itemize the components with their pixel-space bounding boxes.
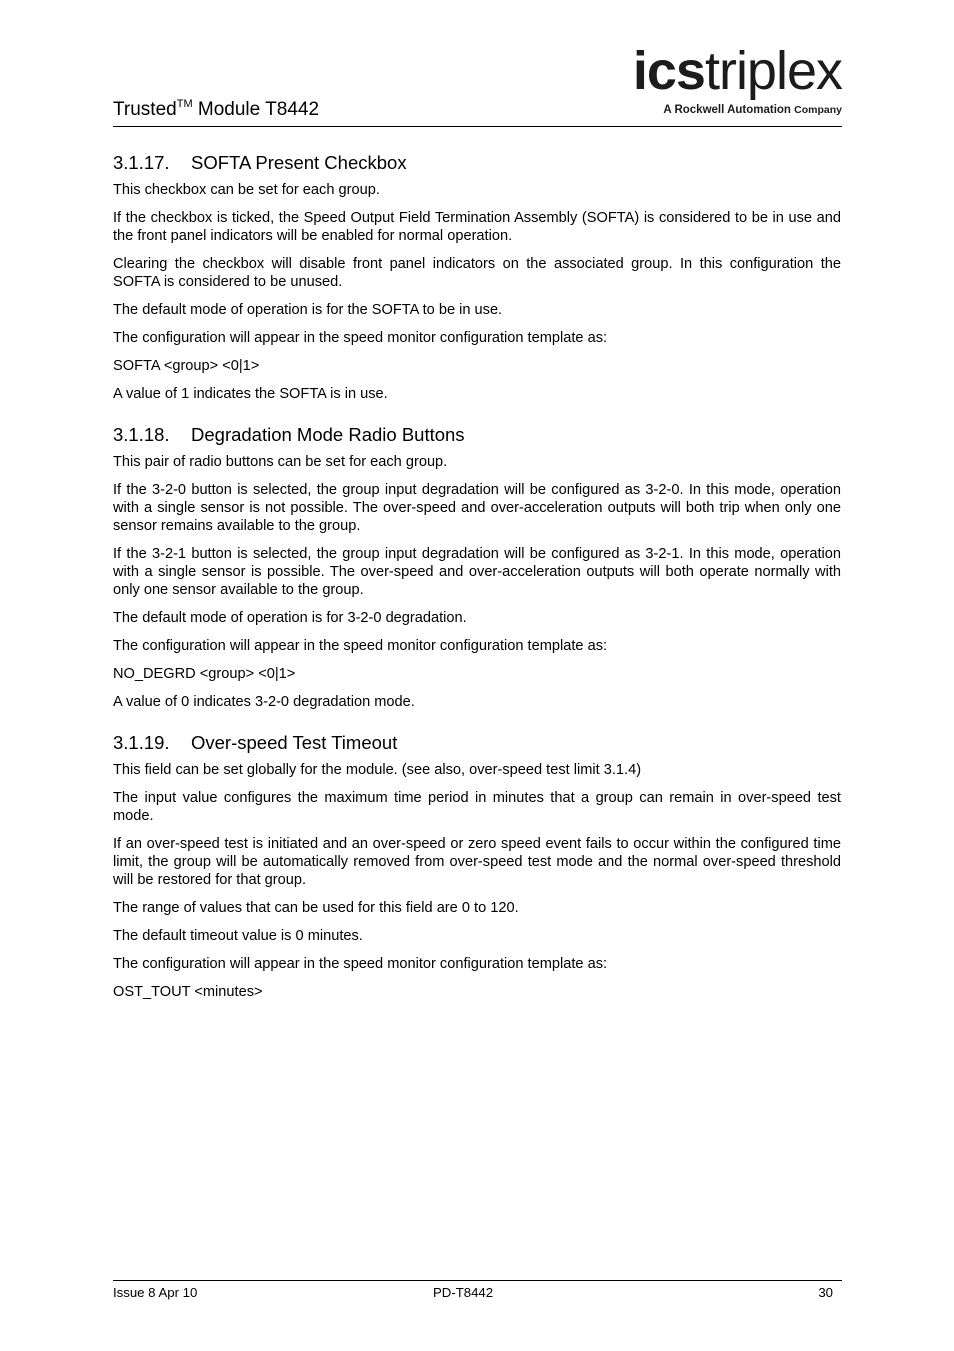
body-paragraph: This pair of radio buttons can be set for each group. (113, 454, 448, 470)
issue-date: Issue 8 Apr 10 (113, 1285, 198, 1300)
body-paragraph: If an over-speed test is initiated and an over-speed or zero speed event fails to occur within the configured time limit, the group will be automatically removed from over-speed test mode and the normal over-speed threshold will be restored for that group. (113, 836, 841, 888)
body-paragraph: This field can be set globally for the module. (see also, over-speed test limit 3.1.4) (113, 762, 642, 778)
section-title: SOFTA Present Checkbox (191, 152, 407, 173)
title-prefix: Trusted (113, 99, 177, 120)
logo-word-ics: ics (632, 41, 705, 101)
body-paragraph: The default timeout value is 0 minutes. (113, 928, 363, 944)
body-paragraph: The input value configures the maximum time period in minutes that a group can remain in over-speed test mode. (113, 790, 841, 824)
body-paragraph: If the 3-2-1 button is selected, the group input degradation will be configured as 3-2-1. In this mode, operation with a single sensor is possible. The over-speed and over-acceleration outputs will both operate normally with only one sensor available to the group. (113, 546, 841, 598)
logo-tagline (663, 104, 842, 116)
body-paragraph: NO_DEGRD <group> <0|1> (113, 666, 296, 682)
page-header (113, 40, 842, 128)
page-number: 30 (818, 1285, 833, 1300)
header-divider (113, 126, 842, 127)
section-number: 3.1.17. (113, 152, 170, 173)
body-paragraph: The configuration will appear in the speed monitor configuration template as: (113, 956, 608, 972)
body-paragraph: The configuration will appear in the speed monitor configuration template as: (113, 330, 608, 346)
section-title: Over-speed Test Timeout (191, 732, 398, 753)
trademark-superscript: TM (176, 98, 193, 110)
logo-wordmark (633, 42, 842, 100)
title-suffix: Module T8442 (192, 99, 320, 120)
body-paragraph: The configuration will appear in the speed monitor configuration template as: (113, 638, 608, 654)
document-id: PD-T8442 (433, 1285, 494, 1300)
section (113, 152, 841, 403)
body-paragraph: The range of values that can be used for this field are 0 to 120. (113, 900, 519, 916)
section-heading (113, 424, 841, 446)
body-paragraph: OST_TOUT <minutes> (113, 984, 263, 1000)
footer-divider (113, 1280, 842, 1281)
section-heading (113, 152, 841, 174)
body-paragraph: If the checkbox is ticked, the Speed Output Field Termination Assembly (SOFTA) is considered to be in use and the front panel indicators will be enabled for normal operation. (113, 210, 841, 244)
document-title (113, 99, 319, 121)
body-paragraph: The default mode of operation is for 3-2-0 degradation. (113, 610, 467, 626)
section (113, 732, 841, 1001)
logo-word-triplex: triplex (704, 41, 842, 101)
body-paragraph: This checkbox can be set for each group. (113, 182, 380, 198)
body-paragraph: A value of 0 indicates 3-2-0 degradation mode. (113, 694, 415, 710)
body-paragraph: A value of 1 indicates the SOFTA is in use. (113, 386, 388, 402)
document-body (113, 152, 841, 1011)
body-paragraph: The default mode of operation is for the SOFTA to be in use. (113, 302, 503, 318)
body-paragraph: If the 3-2-0 button is selected, the group input degradation will be configured as 3-2-0. In this mode, operation with a single sensor is not possible. The over-speed and over-acceleration outputs will both trip when only one sensor remains available to the group. (113, 482, 841, 534)
section-number: 3.1.19. (113, 732, 170, 753)
section-number: 3.1.18. (113, 424, 170, 445)
logo-tagline-suffix: Company (794, 104, 842, 116)
section-title: Degradation Mode Radio Buttons (191, 424, 465, 445)
ics-triplex-logo (610, 42, 842, 122)
logo-tagline-main: A Rockwell Automation (663, 104, 791, 116)
body-paragraph: SOFTA <group> <0|1> (113, 358, 260, 374)
section (113, 424, 841, 711)
section-heading (113, 732, 841, 754)
body-paragraph: Clearing the checkbox will disable front panel indicators on the associated group. In this configuration the SOFTA is considered to be unused. (113, 256, 841, 290)
